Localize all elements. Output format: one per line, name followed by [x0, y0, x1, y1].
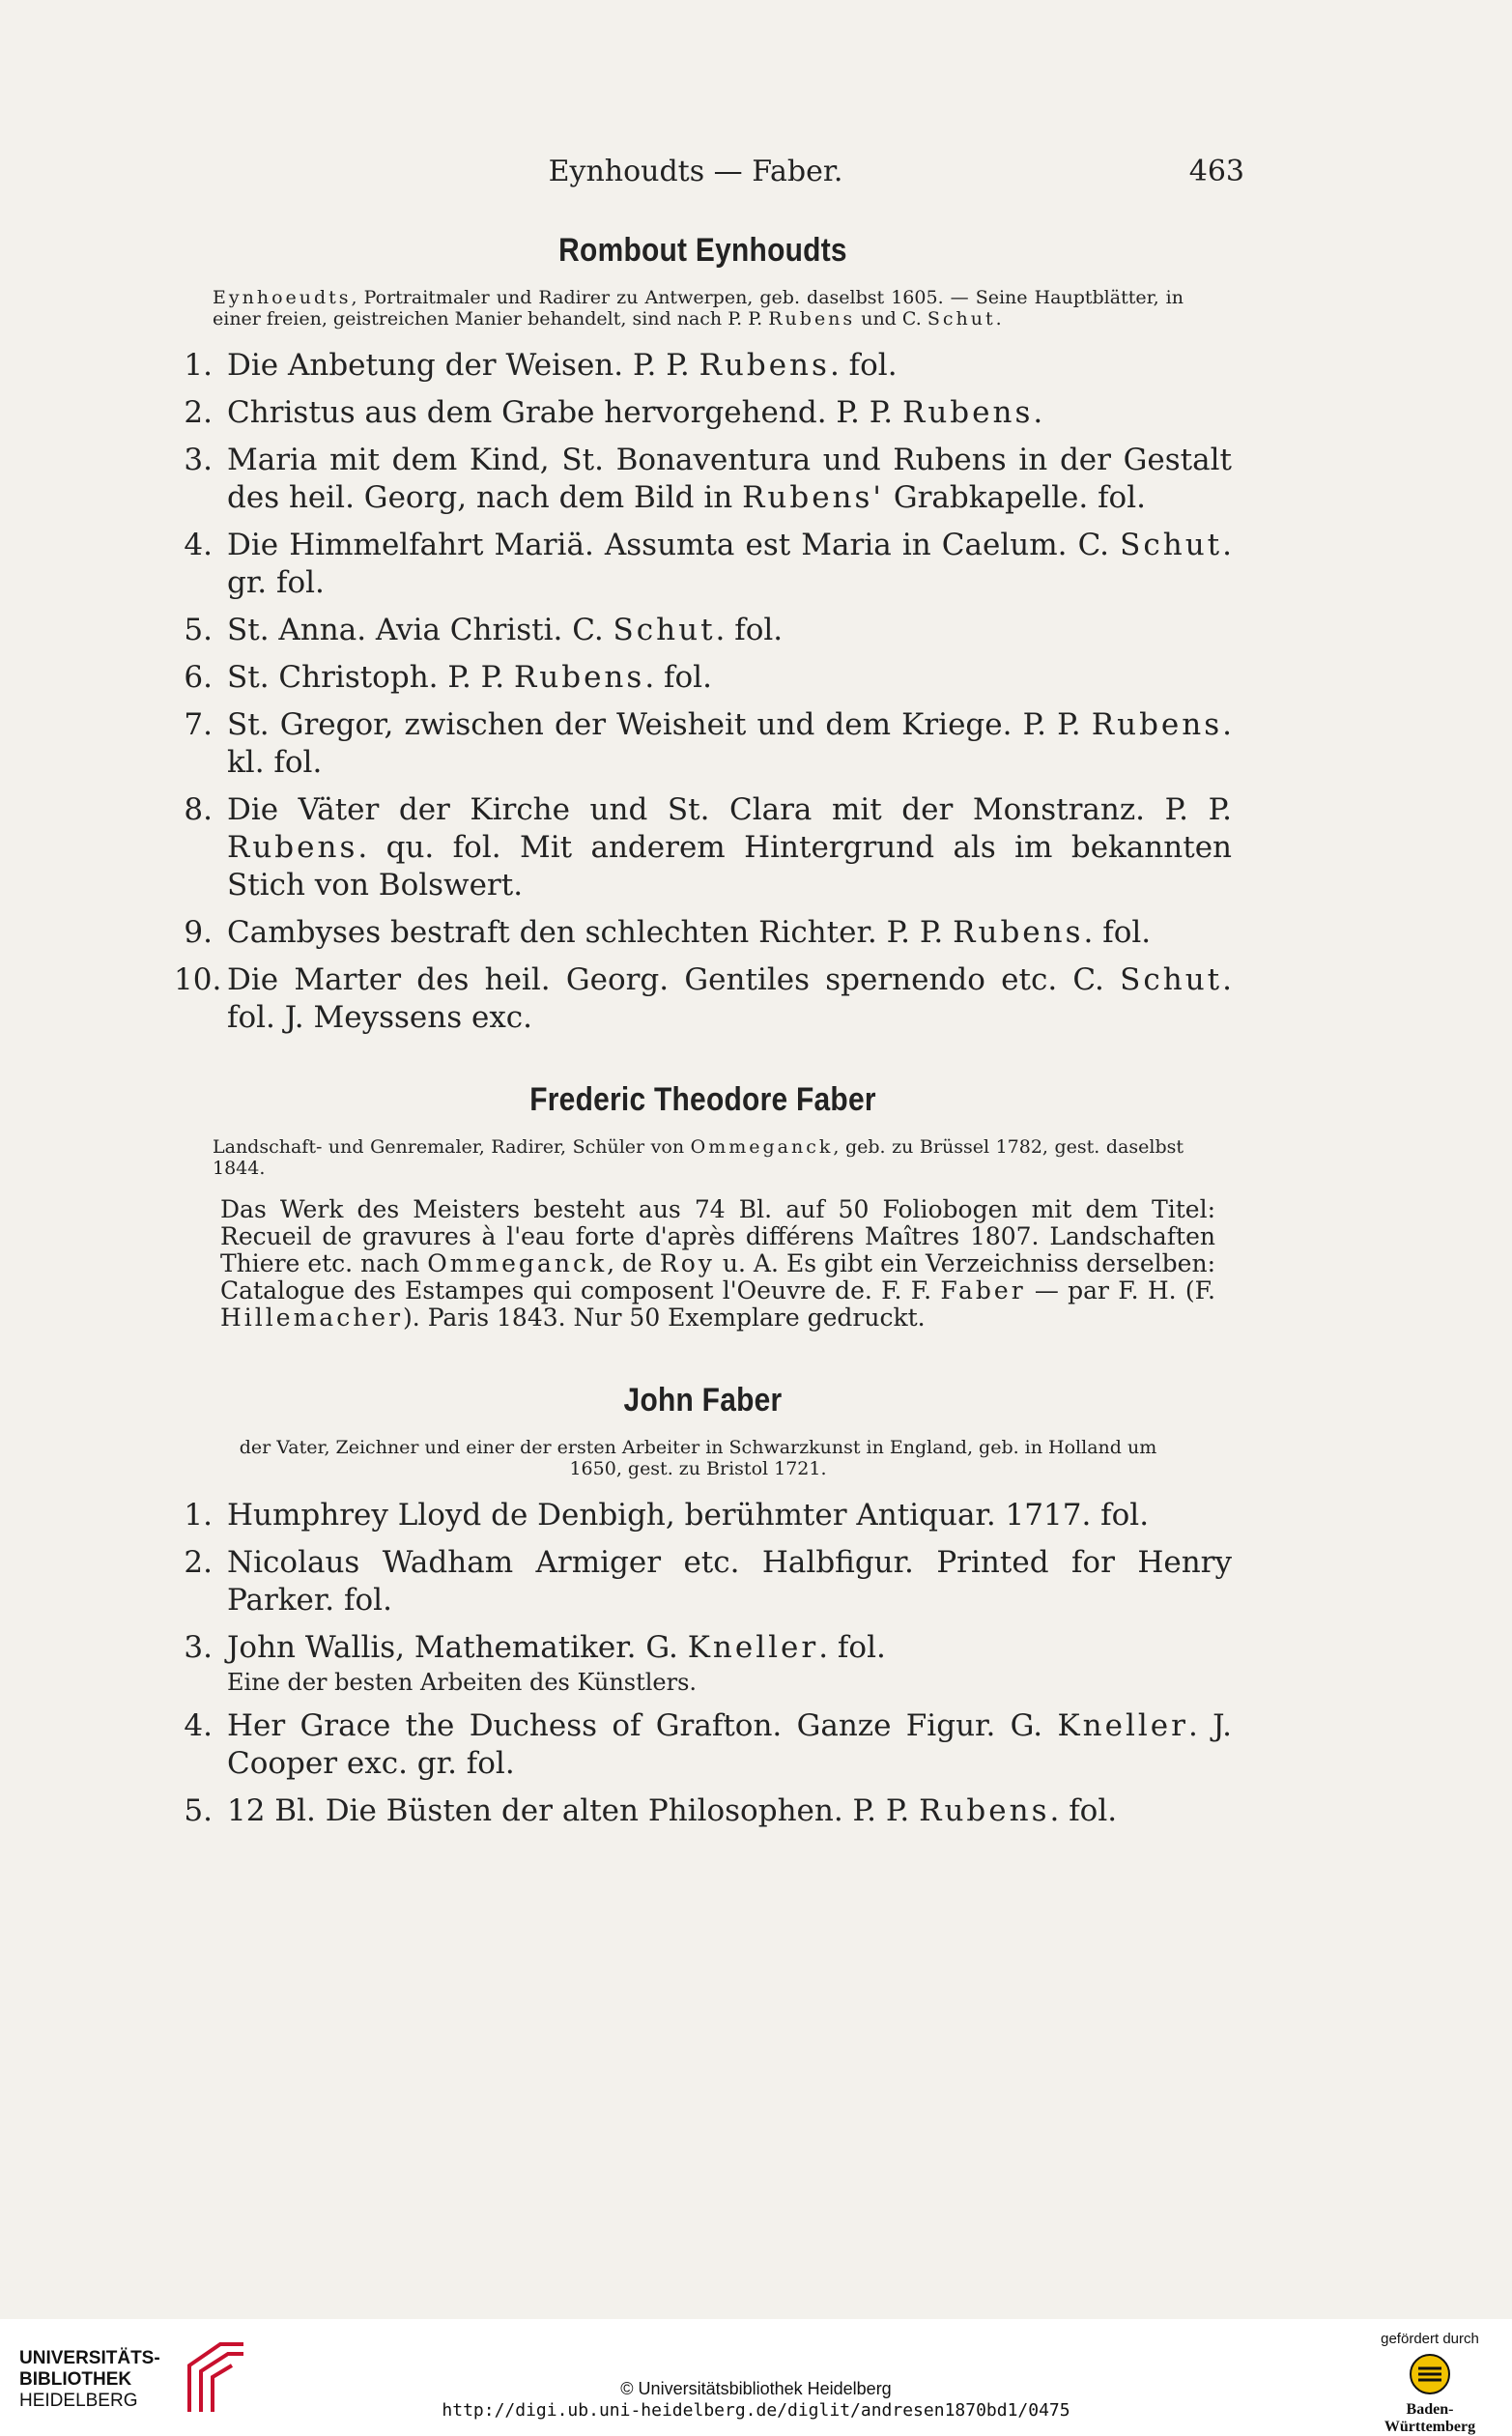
state-coat-of-arms-icon	[1409, 2353, 1451, 2395]
catalogue-entry	[174, 1629, 1232, 1698]
text-run: Her Grace the Duchess of Grafton. Ganze Figur. G.	[227, 1708, 1058, 1743]
text-run: Nicolaus Wadham Armiger etc. Halbfigur. Printed for Henry Parker. fol.	[227, 1545, 1232, 1618]
text-run: Landschaft- und Genremaler, Radirer, Schüler von	[213, 1136, 691, 1158]
spaced-name: Faber	[940, 1276, 1026, 1304]
catalogue-entry	[174, 394, 1232, 432]
text-run: St. Anna. Avia Christi. C.	[227, 613, 613, 647]
funded-by-label: gefördert durch	[1381, 2331, 1479, 2347]
catalogue-entry	[174, 347, 1232, 385]
catalogue-entry	[174, 791, 1232, 904]
catalogue-entry	[174, 1707, 1232, 1783]
spaced-name: Hillemacher	[220, 1304, 404, 1332]
spaced-name: Rubens	[919, 1793, 1050, 1828]
spaced-name: Schut	[1120, 528, 1223, 562]
catalogue-entry	[174, 659, 1232, 697]
spaced-name: Roy	[659, 1249, 715, 1277]
section	[174, 1382, 1232, 1830]
spaced-name: Rubens	[1091, 707, 1223, 742]
text-run: Die Marter des heil. Georg. Gentiles spernendo etc. C.	[227, 962, 1121, 997]
catalogue-entry	[174, 914, 1232, 952]
text-run: . fol.	[715, 613, 784, 647]
text-run: Christus aus dem Grabe hervorgehend. P. P.	[227, 395, 902, 430]
text-run: . J. Cooper exc. gr. fol.	[227, 1708, 1232, 1781]
text-run: . kl. fol.	[227, 707, 1232, 780]
text-run: . qu. fol. Mit anderem Hintergrund als im bekannten Stich von Bolswert.	[227, 830, 1232, 903]
text-run: , de	[607, 1249, 660, 1277]
entry-number: 6.	[184, 660, 213, 695]
text-run: Das Werk des Meisters besteht aus 74 Bl. auf 50 Foliobogen mit dem Titel: Recueil de gravures à l'eau forte d'après différens Maîtres 1807. Landschaften Thiere etc. nach	[220, 1195, 1215, 1277]
artist-description	[213, 1136, 1184, 1179]
catalogue-list	[174, 347, 1232, 1037]
section	[174, 1081, 1232, 1332]
spaced-name: Kneller	[1057, 1708, 1188, 1743]
text-run: ). Paris 1843. Nur 50 Exemplare gedruckt.	[403, 1304, 926, 1332]
catalogue-entry	[174, 442, 1232, 517]
text-run: . fol. J. Meyssens exc.	[227, 962, 1232, 1035]
spaced-name: Eynhoeudts	[213, 287, 352, 308]
catalogue-entry	[174, 1544, 1232, 1619]
entry-number: 4.	[184, 1708, 213, 1743]
spaced-name: Rubens	[901, 395, 1034, 430]
catalogue-entry	[174, 1497, 1232, 1534]
spaced-name: Rubens	[227, 830, 358, 865]
library-name-line2: BIBLIOTHEK	[19, 2369, 132, 2390]
text-run: Maria mit dem Kind, St. Bonaventura und Rubens in der Gestalt des heil. Georg, nach dem Bild in	[227, 443, 1232, 515]
section-heading: Rombout Eynhoudts	[558, 232, 847, 269]
running-head-title: Eynhoudts — Faber.	[548, 155, 843, 188]
spaced-name: Schut	[927, 308, 996, 330]
text-run: Cambyses bestraft den schlechten Richter. P. P.	[227, 915, 954, 950]
library-name-line3: HEIDELBERG	[19, 2391, 138, 2411]
text-run: Die Anbetung der Weisen. P. P.	[227, 348, 699, 383]
spaced-name: Kneller	[687, 1630, 819, 1665]
text-run: John Wallis, Mathematiker. G.	[227, 1630, 688, 1665]
text-run: der Vater, Zeichner und einer der ersten Arbeiter in Schwarzkunst in England, geb. in Holland um 1650, gest. zu Bristol 1721.	[239, 1437, 1157, 1479]
text-run: . fol.	[644, 660, 712, 695]
entry-note: Eine der besten Arbeiten des Künstlers.	[227, 1669, 698, 1696]
catalogue-entry	[174, 706, 1232, 782]
artist-description	[213, 1437, 1184, 1479]
entry-number: 10.	[174, 962, 222, 997]
text-run: — par F. H. (F.	[1025, 1276, 1215, 1304]
entry-number: 2.	[184, 395, 213, 430]
entry-number: 1.	[184, 1498, 213, 1533]
entry-number: 1.	[184, 348, 213, 383]
page-content	[174, 232, 1232, 1840]
spaced-name: Ommeganck	[427, 1249, 608, 1277]
page-number: 463	[1188, 155, 1244, 188]
section	[174, 232, 1232, 1037]
text-run: . fol.	[1083, 915, 1152, 950]
spaced-name: Schut	[613, 613, 716, 647]
section-heading: John Faber	[623, 1382, 783, 1419]
text-run: .	[1033, 395, 1043, 430]
text-run: u. A. Es gibt ein Verzeichniss derselben: Catalogue des Estampes qui composent l'Oeuvre de. F. F.	[220, 1249, 1215, 1304]
spaced-name: Rubens	[699, 348, 830, 383]
text-run: .	[995, 308, 1002, 330]
catalogue-entry	[174, 961, 1232, 1037]
spaced-name: Rubens	[513, 660, 645, 695]
entry-number: 5.	[184, 1793, 213, 1828]
text-run: Grabkapelle. fol.	[883, 480, 1146, 515]
catalogue-entry	[174, 527, 1232, 602]
text-run: , Portraitmaler und Radirer zu Antwerpen, geb. daselbst 1605. — Seine Hauptblätter, in einer freien, geistreichen Manier behandelt, sind nach P. P.	[213, 287, 1184, 330]
funder-name: Baden-Württemberg	[1384, 2401, 1476, 2435]
entry-number: 3.	[184, 443, 213, 477]
library-name-line1: UNIVERSITÄTS-	[19, 2348, 160, 2368]
text-run: 12 Bl. Die Büsten der alten Philosophen. P. P.	[227, 1793, 920, 1828]
text-run: Die Himmelfahrt Mariä. Assumta est Maria in Caelum. C.	[227, 528, 1121, 562]
spaced-name: Rubens'	[742, 480, 884, 515]
spaced-name: Rubens	[768, 308, 856, 330]
entry-number: 3.	[184, 1630, 213, 1665]
text-run: und C.	[855, 308, 927, 330]
text-run: . fol.	[829, 348, 898, 383]
text-run: Humphrey Lloyd de Denbigh, berühmter Antiquar. 1717. fol.	[227, 1498, 1150, 1533]
catalogue-entry	[174, 612, 1232, 649]
text-run: . fol.	[818, 1630, 886, 1665]
entry-number: 8.	[184, 792, 213, 827]
spaced-name: Ommeganck	[690, 1136, 834, 1158]
catalogue-entry	[174, 1792, 1232, 1830]
text-run: St. Gregor, zwischen der Weisheit und dem Kriege. P. P.	[227, 707, 1092, 742]
text-run: . gr. fol.	[227, 528, 1232, 600]
text-run: , geb. zu Brüssel 1782, gest. daselbst 1844.	[213, 1136, 1184, 1179]
entry-number: 4.	[184, 528, 213, 562]
funder-block	[1367, 2331, 1493, 2436]
source-url[interactable]: http://digi.ub.uni-heidelberg.de/diglit/andresen1870bd1/0475	[442, 2400, 1070, 2421]
oeuvre-paragraph	[220, 1196, 1215, 1332]
footer	[0, 2319, 1512, 2435]
copyright: © Universitätsbibliothek Heidelberg	[620, 2379, 892, 2398]
section-heading: Frederic Theodore Faber	[529, 1081, 876, 1118]
text-run: . fol.	[1049, 1793, 1118, 1828]
catalogue-list	[174, 1497, 1232, 1830]
entry-number: 9.	[184, 915, 213, 950]
entry-number: 5.	[184, 613, 213, 647]
spaced-name: Schut	[1120, 962, 1223, 997]
spaced-name: Rubens	[953, 915, 1084, 950]
artist-description	[213, 287, 1184, 330]
entry-number: 2.	[184, 1545, 213, 1580]
text-run: Die Väter der Kirche und St. Clara mit der Monstranz. P. P.	[227, 792, 1232, 827]
entry-number: 7.	[184, 707, 213, 742]
text-run: St. Christoph. P. P.	[227, 660, 514, 695]
